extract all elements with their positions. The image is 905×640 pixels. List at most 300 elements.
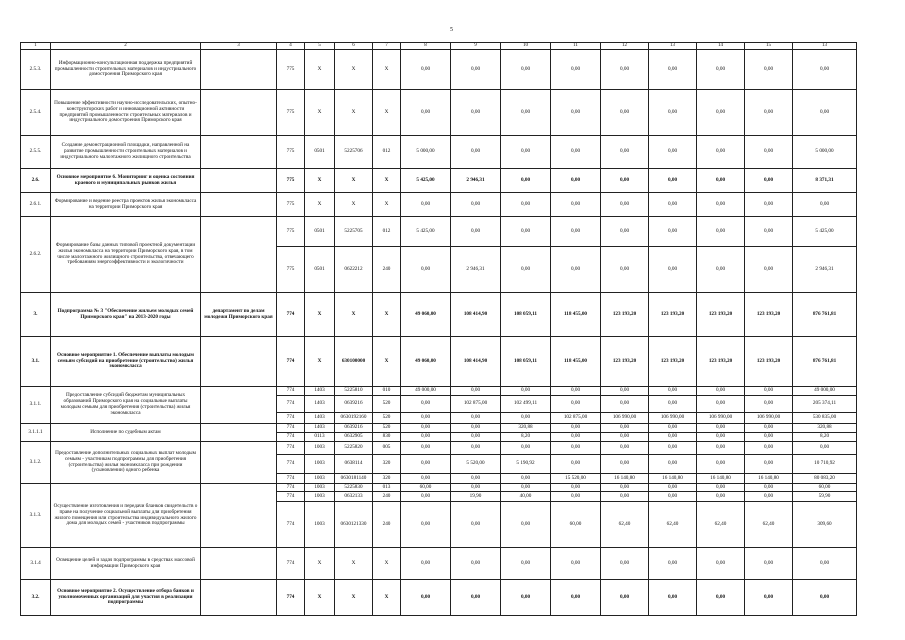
code-ministry: 774: [277, 492, 305, 502]
value-cell: 0,00: [601, 136, 649, 169]
code-section: X: [305, 193, 335, 217]
row-number: 3.1.1.: [21, 387, 51, 424]
value-cell: 0,00: [601, 169, 649, 193]
value-cell: 0,00: [551, 90, 601, 136]
code-target: 0630192160: [335, 413, 373, 424]
value-cell: 0,00: [501, 50, 551, 90]
activity-name: Повышение эффективности научно-исследовательских, опытно-конструкторских работ и инновационной активности предприятий промышленности строительных материалов и индустриального домостроения Приморского края: [51, 90, 201, 136]
value-cell: 0,00: [649, 396, 697, 413]
value-cell: 0,00: [501, 442, 551, 455]
code-ministry: 774: [277, 474, 305, 484]
code-ministry: 774: [277, 396, 305, 413]
table-row: [21, 50, 857, 90]
value-cell: 0,00: [501, 136, 551, 169]
value-cell: 0,00: [551, 136, 601, 169]
column-header: 3: [201, 43, 277, 50]
value-cell: 0,00: [601, 217, 649, 247]
value-cell: 0,00: [501, 387, 551, 396]
value-cell: 0,00: [745, 396, 793, 413]
value-total: 5 000,00: [793, 136, 857, 169]
value-cell: 0,00: [697, 442, 745, 455]
code-expense-type: 520: [373, 424, 401, 433]
code-ministry: 774: [277, 293, 305, 337]
code-ministry: 774: [277, 433, 305, 442]
value-cell: 0,00: [601, 455, 649, 474]
code-expense-type: 830: [373, 433, 401, 442]
table-cell-empty: [201, 424, 277, 442]
value-cell: 49 060,00: [401, 293, 451, 337]
value-cell: 0,00: [501, 193, 551, 217]
value-cell: 0,00: [451, 484, 501, 492]
value-cell: 0,00: [451, 387, 501, 396]
activity-name: Основное мероприятие 2. Осуществление отбора банков и уполномоченных организаций для участия в реализации подпрограммы: [51, 580, 201, 616]
table-row: [21, 484, 857, 492]
responsible-executor: [201, 580, 277, 616]
header-row: [21, 43, 857, 50]
value-cell: 0,00: [401, 502, 451, 548]
value-cell: 0,00: [501, 217, 551, 247]
code-expense-type: X: [373, 580, 401, 616]
code-target: 5225830: [335, 484, 373, 492]
value-cell: 8,20: [501, 433, 551, 442]
value-cell: 49 060,00: [401, 337, 451, 387]
value-cell: 62,40: [649, 502, 697, 548]
code-expense-type: 320: [373, 474, 401, 484]
value-cell: 118 455,00: [551, 293, 601, 337]
value-cell: 0,00: [697, 247, 745, 293]
row-number: 2.5.4.: [21, 90, 51, 136]
value-cell: 0,00: [401, 50, 451, 90]
code-ministry: 775: [277, 247, 305, 293]
value-cell: 0,00: [601, 387, 649, 396]
code-target: 0632133: [335, 492, 373, 502]
value-cell: 0,00: [649, 492, 697, 502]
value-total: 80 083,20: [793, 474, 857, 484]
value-cell: 16 140,80: [649, 474, 697, 484]
code-expense-type: 520: [373, 396, 401, 413]
value-cell: 0,00: [745, 50, 793, 90]
code-section: 0113: [305, 433, 335, 442]
value-total: 0,00: [793, 442, 857, 455]
value-total: 0,00: [793, 580, 857, 616]
code-ministry: 774: [277, 455, 305, 474]
value-cell: 102 499,11: [501, 396, 551, 413]
activity-name: Исполнение по судебным актам: [51, 424, 201, 442]
value-cell: 0,00: [745, 217, 793, 247]
column-header: 15: [745, 43, 793, 50]
value-cell: 0,00: [551, 455, 601, 474]
value-cell: 0,00: [401, 548, 451, 580]
value-cell: 2 946,31: [451, 169, 501, 193]
value-cell: 0,00: [745, 193, 793, 217]
row-number: 3.1.4: [21, 548, 51, 580]
activity-name: Формирование и ведение реестра проектов жилья экономкласса на территории Приморского края: [51, 193, 201, 217]
value-cell: 108 414,90: [451, 337, 501, 387]
value-cell: 123 193,20: [697, 337, 745, 387]
value-total: 530 835,00: [793, 413, 857, 424]
value-cell: 0,00: [649, 50, 697, 90]
code-target: X: [335, 580, 373, 616]
row-number: 3.1.3.: [21, 484, 51, 548]
value-total: 0,00: [793, 193, 857, 217]
value-cell: 0,00: [551, 442, 601, 455]
value-cell: 0,00: [745, 424, 793, 433]
value-total: 49 000,00: [793, 387, 857, 396]
code-target: 0630181140: [335, 474, 373, 484]
value-cell: 0,00: [697, 50, 745, 90]
value-cell: 0,00: [649, 136, 697, 169]
value-total: 0,00: [793, 90, 857, 136]
code-expense-type: 520: [373, 413, 401, 424]
value-cell: 0,00: [501, 413, 551, 424]
value-cell: 0,00: [697, 433, 745, 442]
value-total: 8,20: [793, 433, 857, 442]
code-expense-type: 012: [373, 217, 401, 247]
value-cell: 0,00: [745, 484, 793, 492]
value-cell: 2 946,31: [451, 247, 501, 293]
responsible-executor: [201, 169, 277, 193]
code-ministry: 774: [277, 442, 305, 455]
table-row: [21, 90, 857, 136]
column-header: 7: [373, 43, 401, 50]
code-section: X: [305, 293, 335, 337]
activity-name: Подпрограмма № 3 "Обеспечение жильем молодых семей Приморского края" на 2013-2020 годы: [51, 293, 201, 337]
code-section: 1003: [305, 492, 335, 502]
code-expense-type: X: [373, 193, 401, 217]
responsible-executor: [201, 90, 277, 136]
row-number: 2.6.: [21, 169, 51, 193]
code-target: X: [335, 548, 373, 580]
value-cell: 123 193,20: [649, 293, 697, 337]
code-ministry: 774: [277, 337, 305, 387]
value-cell: 0,00: [601, 50, 649, 90]
value-cell: 0,00: [451, 193, 501, 217]
column-header: 10: [501, 43, 551, 50]
value-total: 309,60: [793, 502, 857, 548]
row-number: 3.1.2.: [21, 442, 51, 484]
code-expense-type: 240: [373, 492, 401, 502]
code-ministry: 774: [277, 502, 305, 548]
code-expense-type: 012: [373, 136, 401, 169]
value-cell: 0,00: [601, 433, 649, 442]
value-total: 10 710,92: [793, 455, 857, 474]
table-row: [21, 217, 857, 247]
table-row: [21, 169, 857, 193]
value-cell: 123 193,20: [649, 337, 697, 387]
value-cell: 60,00: [551, 502, 601, 548]
value-cell: 0,00: [551, 433, 601, 442]
responsible-executor: [201, 193, 277, 217]
responsible-executor: [201, 548, 277, 580]
activity-name: Основное мероприятие 1. Обеспечение выплаты молодым семьям субсидий на приобретение (строительство) жилья экономкласса: [51, 337, 201, 387]
value-total: 0,00: [793, 50, 857, 90]
code-target: X: [335, 293, 373, 337]
table-row: [21, 136, 857, 169]
value-cell: 102 875,00: [551, 413, 601, 424]
value-cell: 62,40: [745, 502, 793, 548]
value-cell: 0,00: [401, 90, 451, 136]
row-number: 2.5.3.: [21, 50, 51, 90]
row-number: 2.6.2.: [21, 217, 51, 293]
value-cell: 0,00: [551, 217, 601, 247]
activity-name: Освещение целей и задач подпрограммы в средствах массовой информации Приморского края: [51, 548, 201, 580]
value-cell: 0,00: [649, 580, 697, 616]
value-cell: 0,00: [401, 193, 451, 217]
table-row: [21, 580, 857, 616]
value-cell: 0,00: [697, 193, 745, 217]
activity-name: Предоставление субсидий бюджетам муниципальных образований Приморского края на социальные выплаты молодым семьям для приобретения (строительства) жилья экономкласса: [51, 387, 201, 424]
value-cell: 108 059,11: [501, 337, 551, 387]
value-cell: 0,00: [601, 442, 649, 455]
value-cell: 0,00: [697, 136, 745, 169]
code-section: X: [305, 50, 335, 90]
value-cell: 0,00: [745, 455, 793, 474]
code-target: 0630121330: [335, 502, 373, 548]
value-cell: 0,00: [601, 492, 649, 502]
code-ministry: 775: [277, 169, 305, 193]
value-cell: 62,40: [697, 502, 745, 548]
value-cell: 0,00: [401, 247, 451, 293]
value-cell: 0,00: [401, 492, 451, 502]
column-header: 13: [793, 43, 857, 50]
value-cell: 0,00: [551, 424, 601, 433]
value-cell: 106 990,00: [697, 413, 745, 424]
code-target: 0638114: [335, 455, 373, 474]
code-ministry: 775: [277, 90, 305, 136]
code-expense-type: 010: [373, 387, 401, 396]
value-cell: 123 193,20: [745, 337, 793, 387]
code-section: 0501: [305, 217, 335, 247]
column-header: 11: [551, 43, 601, 50]
row-number: 3.1.: [21, 337, 51, 387]
value-cell: 0,00: [451, 502, 501, 548]
value-cell: 0,00: [401, 474, 451, 484]
value-cell: 0,00: [551, 247, 601, 293]
value-cell: 123 193,20: [745, 293, 793, 337]
code-ministry: 774: [277, 413, 305, 424]
code-ministry: 774: [277, 424, 305, 433]
row-number: 2.5.5.: [21, 136, 51, 169]
code-section: 1003: [305, 455, 335, 474]
code-section: 0501: [305, 247, 335, 293]
value-cell: 40,00: [501, 492, 551, 502]
value-cell: 123 193,20: [601, 337, 649, 387]
page-number: 5: [450, 27, 453, 33]
value-total: 876 761,81: [793, 293, 857, 337]
column-header: 14: [697, 43, 745, 50]
column-header: 13: [649, 43, 697, 50]
value-cell: 0,00: [501, 247, 551, 293]
code-target: 630100000: [335, 337, 373, 387]
value-cell: 0,00: [451, 433, 501, 442]
code-target: X: [335, 193, 373, 217]
value-cell: 49 000,00: [401, 387, 451, 396]
code-target: 5225810: [335, 387, 373, 396]
code-section: 0501: [305, 136, 335, 169]
code-section: X: [305, 169, 335, 193]
code-ministry: 774: [277, 387, 305, 396]
value-cell: 0,00: [401, 424, 451, 433]
value-cell: 0,00: [501, 502, 551, 548]
value-cell: 0,00: [501, 169, 551, 193]
value-cell: 16 140,80: [697, 474, 745, 484]
row-number: 3.1.1.1: [21, 424, 51, 442]
code-target: X: [335, 50, 373, 90]
value-cell: 0,00: [697, 396, 745, 413]
table-row: [21, 193, 857, 217]
column-header: 6: [335, 43, 373, 50]
value-cell: 0,00: [501, 90, 551, 136]
code-section: 1003: [305, 442, 335, 455]
value-cell: 0,00: [649, 442, 697, 455]
value-cell: 0,00: [697, 424, 745, 433]
value-cell: 0,00: [745, 442, 793, 455]
value-cell: 0,00: [551, 50, 601, 90]
value-cell: 0,00: [601, 247, 649, 293]
value-cell: 0,00: [745, 169, 793, 193]
code-section: 1403: [305, 396, 335, 413]
activity-name: Формирование базы данных типовой проектной документации жилья экономкласса на территории Приморского края, в том числе малоэтажного жилищного строительства, отвечающего требованиям энергоэффективности и экологичности: [51, 217, 201, 293]
table-row: [21, 293, 857, 337]
value-cell: 5 190,92: [501, 455, 551, 474]
value-cell: 0,00: [745, 387, 793, 396]
value-cell: 5 000,00: [401, 136, 451, 169]
code-section: 1003: [305, 502, 335, 548]
value-cell: 0,00: [601, 90, 649, 136]
value-cell: 0,00: [551, 580, 601, 616]
code-target: 5225706: [335, 136, 373, 169]
value-cell: 0,00: [649, 90, 697, 136]
value-cell: 0,00: [649, 424, 697, 433]
value-total: 320,88: [793, 424, 857, 433]
value-cell: 0,00: [451, 474, 501, 484]
code-target: X: [335, 90, 373, 136]
value-cell: 0,00: [697, 548, 745, 580]
column-header: 12: [601, 43, 649, 50]
value-cell: 0,00: [697, 580, 745, 616]
value-cell: 0,00: [401, 396, 451, 413]
column-header: 1: [21, 43, 51, 50]
table-cell-empty: [201, 442, 277, 484]
value-cell: 108 059,11: [501, 293, 551, 337]
value-cell: 0,00: [451, 424, 501, 433]
code-section: X: [305, 548, 335, 580]
table-row: [21, 442, 857, 455]
code-target: 0622212: [335, 247, 373, 293]
code-section: 1403: [305, 413, 335, 424]
value-cell: 0,00: [501, 484, 551, 492]
value-cell: 0,00: [697, 484, 745, 492]
value-cell: 0,00: [451, 413, 501, 424]
value-cell: 0,00: [697, 217, 745, 247]
value-cell: 0,00: [451, 90, 501, 136]
value-cell: 0,00: [649, 193, 697, 217]
financing-table: [20, 42, 857, 616]
value-cell: 0,00: [401, 442, 451, 455]
activity-name: Создание демонстрационной площадки, направленной на развитие промышленности строительных материалов и индустриального малоэтажного жилищного строительства: [51, 136, 201, 169]
activity-name: Предоставление дополнительных социальных выплат молодым семьям - участникам подпрограммы для приобретения (строительства) жилья экономкласса при рождении (усыновлении) одного ребенка: [51, 442, 201, 484]
value-cell: 0,00: [601, 580, 649, 616]
value-cell: 0,00: [551, 193, 601, 217]
column-header: 9: [451, 43, 501, 50]
value-cell: 0,00: [649, 484, 697, 492]
responsible-executor: [201, 50, 277, 90]
value-cell: 0,00: [745, 136, 793, 169]
code-section: 1403: [305, 387, 335, 396]
row-number: 2.6.1.: [21, 193, 51, 217]
code-ministry: 775: [277, 136, 305, 169]
activity-name: Основное мероприятие 6. Мониторинг и оценка состояния краевого и муниципальных рынков жилья: [51, 169, 201, 193]
table-row: [21, 424, 857, 433]
value-cell: 108 414,90: [451, 293, 501, 337]
value-cell: 5 425,00: [401, 169, 451, 193]
code-ministry: 775: [277, 217, 305, 247]
column-header: 4: [277, 43, 305, 50]
code-expense-type: X: [373, 293, 401, 337]
code-section: 1003: [305, 474, 335, 484]
value-cell: 0,00: [451, 50, 501, 90]
code-ministry: 775: [277, 50, 305, 90]
value-cell: 0,00: [745, 247, 793, 293]
value-cell: 0,00: [551, 387, 601, 396]
code-expense-type: X: [373, 169, 401, 193]
code-target: 0639216: [335, 424, 373, 433]
table-row: [21, 548, 857, 580]
code-expense-type: X: [373, 90, 401, 136]
value-cell: 62,40: [601, 502, 649, 548]
value-cell: 15 520,00: [551, 474, 601, 484]
value-cell: 0,00: [601, 424, 649, 433]
value-cell: 0,00: [697, 455, 745, 474]
code-expense-type: X: [373, 548, 401, 580]
code-expense-type: X: [373, 337, 401, 387]
value-cell: 0,00: [649, 217, 697, 247]
value-cell: 0,00: [745, 580, 793, 616]
code-section: 1403: [305, 424, 335, 433]
value-cell: 0,00: [401, 455, 451, 474]
value-cell: 0,00: [551, 484, 601, 492]
code-expense-type: 013: [373, 484, 401, 492]
code-target: 5225820: [335, 442, 373, 455]
activity-name: Осуществление изготовления и передачи бланков свидетельств о праве на получение социальной выплаты для приобретения жилого помещения или строительства индивидуального жилого дома для молодых семей - участников подпрограммы: [51, 484, 201, 548]
value-cell: 320,88: [501, 424, 551, 433]
code-target: 5225705: [335, 217, 373, 247]
value-cell: 118 455,00: [551, 337, 601, 387]
value-cell: 0,00: [401, 433, 451, 442]
row-number: 3.2.: [21, 580, 51, 616]
value-total: 8 371,31: [793, 169, 857, 193]
value-cell: 0,00: [745, 433, 793, 442]
code-expense-type: 320: [373, 455, 401, 474]
code-ministry: 775: [277, 193, 305, 217]
value-cell: 0,00: [551, 169, 601, 193]
value-cell: 0,00: [501, 580, 551, 616]
value-cell: 0,00: [745, 492, 793, 502]
value-cell: 0,00: [649, 247, 697, 293]
value-cell: 0,00: [601, 484, 649, 492]
value-cell: 0,00: [401, 580, 451, 616]
value-total: 0,00: [793, 548, 857, 580]
value-cell: 0,00: [551, 396, 601, 413]
value-cell: 5 425,00: [401, 217, 451, 247]
value-cell: 0,00: [451, 580, 501, 616]
value-cell: 0,00: [451, 548, 501, 580]
table-body: [21, 43, 857, 616]
value-cell: 0,00: [551, 548, 601, 580]
value-cell: 16 140,80: [601, 474, 649, 484]
code-expense-type: 240: [373, 502, 401, 548]
code-section: X: [305, 580, 335, 616]
